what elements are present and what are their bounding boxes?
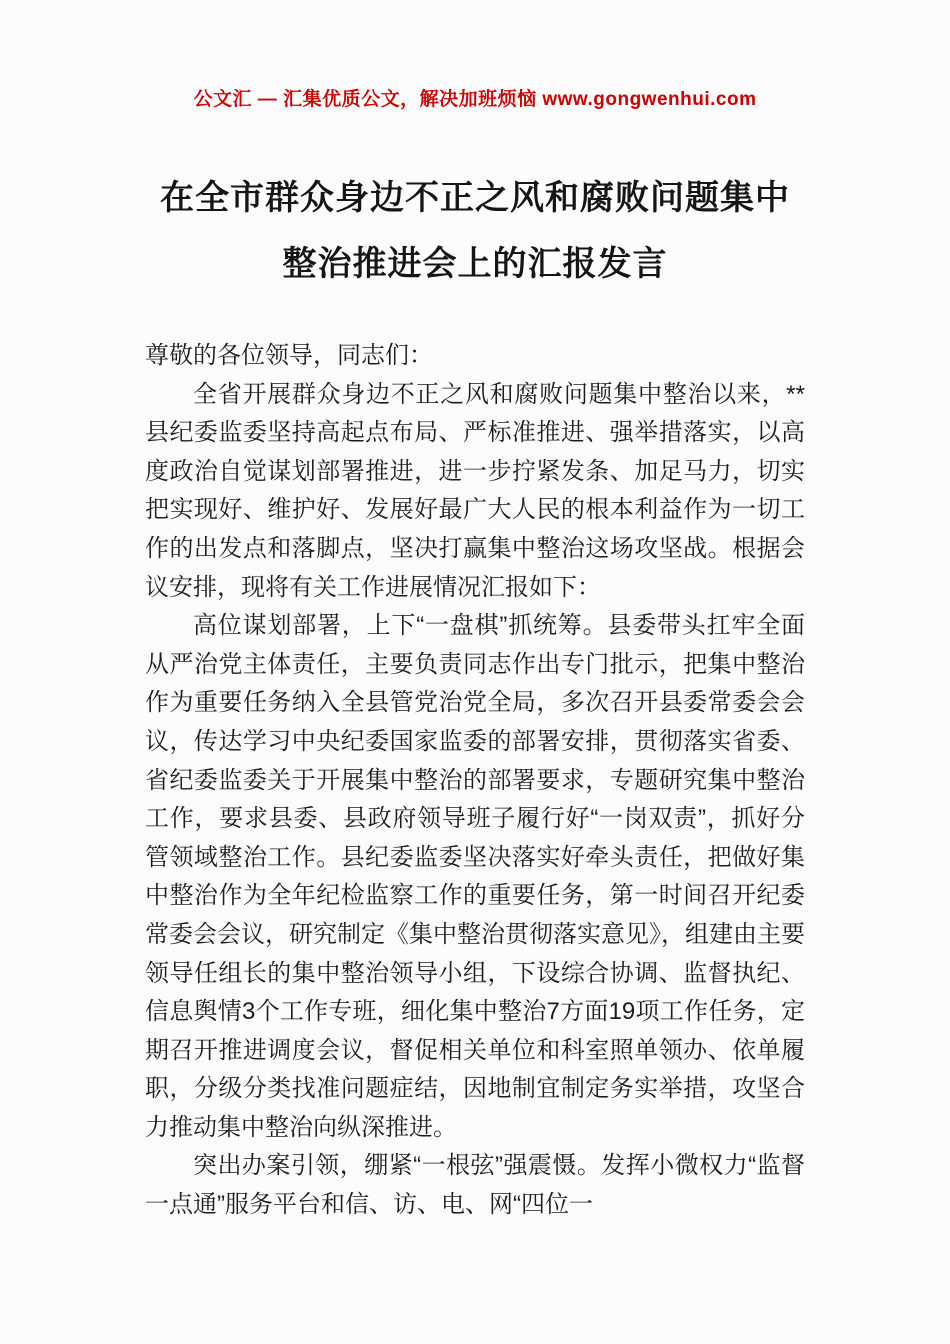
document-title xyxy=(145,165,805,297)
document-body xyxy=(145,337,805,1225)
site-banner xyxy=(145,0,805,111)
paragraph-intro: 全省开展群众身边不正之风和腐败问题集中整治以来，**县纪委监委坚持高起点布局、严标准推进、强举措落实，以高度政治自觉谋划部署推进，进一步拧紧发条、加足马力，切实把实现好、维护好、发展好最广大人民的根本利益作为一切工作的出发点和落脚点，坚决打赢集中整治这场攻坚战。根据会议安排，现将有关工作进展情况汇报如下： xyxy=(145,380,805,601)
site-banner-text: 公文汇 — 汇集优质公文，解决加班烦恼 www.gongwenhui.com xyxy=(193,89,757,110)
paragraph-section-2: 突出办案引领，绷紧“一根弦”强震慑。发挥小微权力“监督一点通”服务平台和信、访、电、网“四位一 xyxy=(145,1152,805,1219)
document-title-line2: 整治推进会上的汇报发言 xyxy=(282,245,668,283)
salutation-line: 尊敬的各位领导，同志们： xyxy=(145,342,433,369)
paragraph-section-1: 高位谋划部署，上下“一盘棋”抓统筹。县委带头扛牢全面从严治党主体责任，主要负责同志作出专门批示，把集中整治作为重要任务纳入全县管党治党全局，多次召开县委常委会会议，传达学习中央纪委国家监委的部署安排，贯彻落实省委、省纪委监委关于开展集中整治的部署要求，专题研究集中整治工作，要求县委、县政府领导班子履行好“一岗双责”，抓好分管领域整治工作。县纪委监委坚决落实好牵头责任，把做好集中整治作为全年纪检监察工作的重要任务，第一时间召开纪委常委会会议，研究制定《集中整治贯彻落实意见》，组建由主要领导任组长的集中整治领导小组，下设综合协调、监督执纪、信息舆情3个工作专班，细化集中整治7方面19项工作任务，定期召开推进调度会议，督促相关单位和科室照单领办、依单履职，分级分类找准问题症结，因地制宜制定务实举措，攻坚合力推动集中整治向纵深推进。 xyxy=(145,612,805,1141)
document-title-line1: 在全市群众身边不正之风和腐败问题集中 xyxy=(160,179,790,217)
